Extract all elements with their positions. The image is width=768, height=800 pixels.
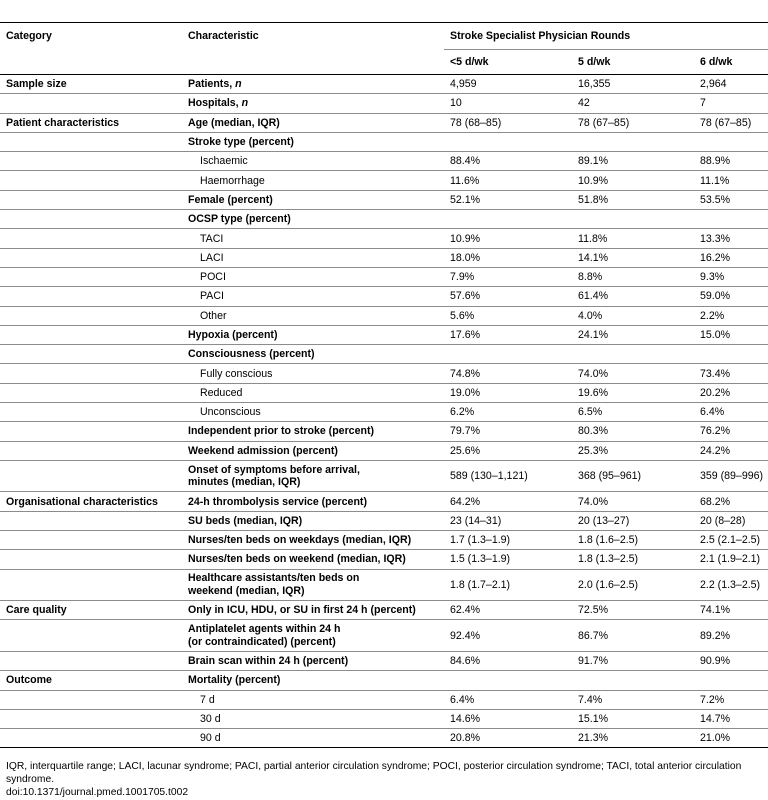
subheader-col-2: 5 d/wk [572, 50, 694, 75]
row-value-col-1: 57.6% [444, 287, 572, 306]
header-characteristic: Characteristic [188, 30, 259, 43]
row-value-col-2: 91.7% [572, 651, 694, 670]
characteristic-text: OCSP type (percent) [188, 213, 291, 226]
row-characteristic [182, 403, 444, 422]
row-value-col-3: 20.2% [694, 383, 768, 402]
row-value-col-3: 76.2% [694, 422, 768, 441]
table-row [0, 620, 768, 652]
table-row [0, 287, 768, 306]
row-characteristic [182, 75, 444, 94]
table-row [0, 550, 768, 569]
row-value-col-3: 14.7% [694, 709, 768, 728]
row-value-col-1: 6.4% [444, 690, 572, 709]
table-row [0, 113, 768, 132]
row-value-col-2: 25.3% [572, 441, 694, 460]
row-category [0, 325, 182, 344]
row-category [0, 620, 182, 652]
characteristic-text: LACI [200, 251, 224, 264]
row-value-col-3: 90.9% [694, 651, 768, 670]
row-value-col-1: 5.6% [444, 306, 572, 325]
table-row [0, 422, 768, 441]
row-value-col-3: 9.3% [694, 267, 768, 286]
row-value-col-2: 74.0% [572, 364, 694, 383]
row-value-col-3: 21.0% [694, 729, 768, 748]
row-characteristic [182, 531, 444, 550]
table-row [0, 267, 768, 286]
characteristic-text: TACI [200, 232, 224, 245]
row-value-col-1: 18.0% [444, 248, 572, 267]
characteristic-text: Consciousness (percent) [188, 348, 315, 361]
row-value-col-2: 15.1% [572, 709, 694, 728]
table-row [0, 671, 768, 690]
characteristic-text: Onset of symptoms before arrival, [188, 463, 360, 476]
row-value-col-1: 25.6% [444, 441, 572, 460]
row-value-col-2 [572, 671, 694, 690]
characteristic-text: Independent prior to stroke (percent) [188, 425, 374, 438]
row-characteristic [182, 729, 444, 748]
row-value-col-2: 20 (13–27) [572, 511, 694, 530]
row-value-col-3: 7 [694, 94, 768, 113]
row-category: Organisational characteristics [0, 492, 182, 511]
row-value-col-1: 7.9% [444, 267, 572, 286]
row-category [0, 287, 182, 306]
characteristic-text: Hypoxia (percent) [188, 329, 278, 341]
characteristic-text: Brain scan within 24 h (percent) [188, 655, 349, 668]
characteristic-text: 90 d [200, 732, 221, 745]
row-value-col-2: 8.8% [572, 267, 694, 286]
row-value-col-2: 61.4% [572, 287, 694, 306]
table-row [0, 601, 768, 620]
table-row [0, 229, 768, 248]
row-category [0, 511, 182, 530]
characteristic-text: Female (percent) [188, 193, 273, 206]
row-value-col-1: 1.5 (1.3–1.9) [444, 550, 572, 569]
row-category [0, 441, 182, 460]
row-value-col-1: 1.8 (1.7–2.1) [444, 569, 572, 601]
row-characteristic [182, 601, 444, 620]
row-value-col-2: 6.5% [572, 403, 694, 422]
row-value-col-3 [694, 132, 768, 151]
table-top-rule [0, 0, 768, 23]
row-value-col-1: 10.9% [444, 229, 572, 248]
table-footnote: IQR, interquartile range; LACI, lacunar syndrome; PACI, partial anterior circulation syndrome; POCI, posterior circulation syndrome; TACI, total anterior circulation syndrome. [6, 761, 742, 785]
row-value-col-1 [444, 132, 572, 151]
row-value-col-1: 6.2% [444, 403, 572, 422]
row-value-col-2 [572, 345, 694, 364]
row-category [0, 690, 182, 709]
row-value-col-2: 72.5% [572, 601, 694, 620]
subheader-col-3: 6 d/wk [694, 50, 768, 75]
row-category [0, 651, 182, 670]
row-characteristic [182, 620, 444, 652]
row-value-col-2: 1.8 (1.3–2.5) [572, 550, 694, 569]
row-value-col-1: 1.7 (1.3–1.9) [444, 531, 572, 550]
row-value-col-1: 19.0% [444, 383, 572, 402]
row-value-col-1: 62.4% [444, 601, 572, 620]
row-value-col-2: 24.1% [572, 325, 694, 344]
row-category [0, 709, 182, 728]
characteristic-text: Other [200, 309, 227, 322]
row-value-col-3 [694, 345, 768, 364]
table-row [0, 709, 768, 728]
row-category [0, 550, 182, 569]
row-value-col-3: 89.2% [694, 620, 768, 652]
row-category [0, 364, 182, 383]
row-value-col-1: 52.1% [444, 190, 572, 209]
row-characteristic [182, 690, 444, 709]
subheader-col-1: <5 d/wk [444, 50, 572, 75]
row-value-col-1: 17.6% [444, 325, 572, 344]
characteristic-text: SU beds (median, IQR) [188, 514, 303, 527]
characteristic-text-line2: weekend (median, IQR) [188, 584, 305, 597]
table-row [0, 364, 768, 383]
table-row [0, 94, 768, 113]
table-row [0, 511, 768, 530]
row-value-col-1: 78 (68–85) [444, 113, 572, 132]
row-value-col-2: 2.0 (1.6–2.5) [572, 569, 694, 601]
row-characteristic [182, 132, 444, 151]
characteristic-text: 30 d [200, 712, 221, 725]
row-value-col-1: 10 [444, 94, 572, 113]
characteristic-text: Only in ICU, HDU, or SU in first 24 h (percent) [188, 604, 416, 617]
row-value-col-2: 80.3% [572, 422, 694, 441]
row-value-col-2: 10.9% [572, 171, 694, 190]
characteristic-text: Nurses/ten beds on weekend (median, IQR) [188, 553, 406, 566]
row-characteristic [182, 364, 444, 383]
row-category [0, 171, 182, 190]
table-row [0, 325, 768, 344]
row-category [0, 383, 182, 402]
table-row [0, 569, 768, 601]
row-category [0, 345, 182, 364]
table-doi: doi:10.1371/journal.pmed.1001705.t002 [6, 787, 189, 798]
table-row [0, 492, 768, 511]
row-value-col-3: 73.4% [694, 364, 768, 383]
row-characteristic [182, 94, 444, 113]
row-characteristic [182, 671, 444, 690]
table-row [0, 403, 768, 422]
row-category [0, 132, 182, 151]
characteristic-italic: n [235, 78, 242, 91]
table-row [0, 441, 768, 460]
row-value-col-2: 42 [572, 94, 694, 113]
table-row [0, 152, 768, 171]
row-value-col-3: 24.2% [694, 441, 768, 460]
row-value-col-3: 7.2% [694, 690, 768, 709]
row-value-col-2: 16,355 [572, 75, 694, 94]
row-characteristic [182, 325, 444, 344]
subheader-empty-2 [182, 50, 444, 75]
characteristic-italic: n [241, 97, 249, 110]
row-characteristic [182, 569, 444, 601]
row-value-col-3: 11.1% [694, 171, 768, 190]
row-category [0, 460, 182, 492]
table-row [0, 345, 768, 364]
characteristic-text: Haemorrhage [200, 174, 265, 187]
row-value-col-1: 23 (14–31) [444, 511, 572, 530]
row-characteristic [182, 492, 444, 511]
row-value-col-3: 74.1% [694, 601, 768, 620]
characteristic-text: Ischaemic [200, 155, 248, 168]
characteristic-text: Mortality (percent) [188, 674, 281, 687]
row-value-col-3: 59.0% [694, 287, 768, 306]
row-value-col-1: 79.7% [444, 422, 572, 441]
row-characteristic [182, 511, 444, 530]
row-value-col-1: 74.8% [444, 364, 572, 383]
row-value-col-2: 19.6% [572, 383, 694, 402]
row-value-col-3: 15.0% [694, 325, 768, 344]
row-category [0, 152, 182, 171]
row-value-col-1: 84.6% [444, 651, 572, 670]
row-value-col-3: 78 (67–85) [694, 113, 768, 132]
table-row [0, 190, 768, 209]
row-value-col-3: 68.2% [694, 492, 768, 511]
table-row [0, 531, 768, 550]
row-value-col-3: 53.5% [694, 190, 768, 209]
characteristic-text: POCI [200, 271, 226, 284]
row-characteristic [182, 152, 444, 171]
subheader-row [0, 50, 768, 75]
table-row [0, 690, 768, 709]
row-value-col-2: 86.7% [572, 620, 694, 652]
row-category [0, 531, 182, 550]
row-value-col-2: 74.0% [572, 492, 694, 511]
row-category [0, 306, 182, 325]
row-value-col-1: 589 (130–1,121) [444, 460, 572, 492]
row-category [0, 190, 182, 209]
characteristic-text: Reduced [200, 386, 243, 399]
characteristic-text: Fully conscious [200, 367, 273, 380]
row-characteristic [182, 460, 444, 492]
row-category [0, 569, 182, 601]
row-value-col-2: 51.8% [572, 190, 694, 209]
row-value-col-3: 2.2% [694, 306, 768, 325]
row-value-col-2 [572, 210, 694, 229]
table-row [0, 132, 768, 151]
characteristic-text: Nurses/ten beds on weekdays (median, IQR) [188, 534, 412, 547]
row-value-col-1: 92.4% [444, 620, 572, 652]
row-characteristic [182, 383, 444, 402]
row-characteristic [182, 709, 444, 728]
subheader-empty-1 [0, 50, 182, 75]
header-group: Stroke Specialist Physician Rounds [444, 23, 768, 50]
characteristic-text: Antiplatelet agents within 24 h [188, 623, 341, 636]
row-value-col-2: 89.1% [572, 152, 694, 171]
table-row [0, 729, 768, 748]
row-value-col-1: 20.8% [444, 729, 572, 748]
table-row [0, 75, 768, 94]
row-value-col-3: 6.4% [694, 403, 768, 422]
row-category: Outcome [0, 671, 182, 690]
row-value-col-1: 14.6% [444, 709, 572, 728]
row-characteristic [182, 190, 444, 209]
row-category: Patient characteristics [0, 113, 182, 132]
row-value-col-1 [444, 210, 572, 229]
row-characteristic [182, 229, 444, 248]
row-value-col-3: 2.5 (2.1–2.5) [694, 531, 768, 550]
characteristic-text: Healthcare assistants/ten beds on [188, 572, 360, 585]
row-value-col-3: 2.2 (1.3–2.5) [694, 569, 768, 601]
row-value-col-2: 78 (67–85) [572, 113, 694, 132]
row-value-col-2: 14.1% [572, 248, 694, 267]
table-row [0, 460, 768, 492]
characteristic-text: Weekend admission (percent) [188, 444, 338, 457]
row-category: Sample size [0, 75, 182, 94]
header-category: Category [6, 30, 52, 43]
characteristic-text-line2: (or contraindicated) (percent) [188, 635, 336, 648]
row-category [0, 229, 182, 248]
row-characteristic [182, 267, 444, 286]
row-value-col-1: 11.6% [444, 171, 572, 190]
row-value-col-1 [444, 671, 572, 690]
row-value-col-3: 2.1 (1.9–2.1) [694, 550, 768, 569]
row-value-col-2: 368 (95–961) [572, 460, 694, 492]
characteristic-text: Unconscious [200, 406, 261, 419]
row-value-col-2: 1.8 (1.6–2.5) [572, 531, 694, 550]
row-value-col-1 [444, 345, 572, 364]
row-characteristic [182, 210, 444, 229]
row-value-col-3 [694, 671, 768, 690]
row-value-col-2 [572, 132, 694, 151]
characteristic-text: 7 d [200, 693, 215, 706]
row-category [0, 422, 182, 441]
row-value-col-2: 7.4% [572, 690, 694, 709]
table-row [0, 306, 768, 325]
row-characteristic [182, 550, 444, 569]
table-row [0, 248, 768, 267]
row-category [0, 729, 182, 748]
row-value-col-2: 11.8% [572, 229, 694, 248]
row-characteristic [182, 422, 444, 441]
characteristic-text: PACI [200, 290, 224, 303]
row-category [0, 210, 182, 229]
row-characteristic [182, 171, 444, 190]
row-category [0, 267, 182, 286]
characteristic-text: Age (median, IQR) [188, 116, 280, 129]
row-value-col-3 [694, 210, 768, 229]
row-characteristic [182, 248, 444, 267]
characteristic-text: Stroke type (percent) [188, 136, 294, 149]
row-value-col-2: 4.0% [572, 306, 694, 325]
row-value-col-2: 21.3% [572, 729, 694, 748]
row-category [0, 94, 182, 113]
row-characteristic [182, 287, 444, 306]
row-characteristic [182, 113, 444, 132]
row-value-col-3: 359 (89–996) [694, 460, 768, 492]
characteristic-text: Hospitals, [188, 97, 242, 110]
table-row [0, 210, 768, 229]
header-row [0, 23, 768, 50]
row-value-col-1: 64.2% [444, 492, 572, 511]
row-category: Care quality [0, 601, 182, 620]
characteristic-text: 24-h thrombolysis service (percent) [188, 495, 367, 508]
characteristic-text-line2: minutes (median, IQR) [188, 476, 301, 489]
row-characteristic [182, 345, 444, 364]
row-characteristic [182, 651, 444, 670]
table-row [0, 171, 768, 190]
row-value-col-3: 20 (8–28) [694, 511, 768, 530]
row-value-col-3: 2,964 [694, 75, 768, 94]
row-characteristic [182, 306, 444, 325]
row-value-col-3: 13.3% [694, 229, 768, 248]
row-category [0, 403, 182, 422]
table-row [0, 651, 768, 670]
row-value-col-1: 88.4% [444, 152, 572, 171]
row-characteristic [182, 441, 444, 460]
row-category [0, 248, 182, 267]
row-value-col-3: 16.2% [694, 248, 768, 267]
characteristic-text: Patients, [188, 78, 236, 91]
table-row [0, 383, 768, 402]
row-value-col-3: 88.9% [694, 152, 768, 171]
row-value-col-1: 4,959 [444, 75, 572, 94]
